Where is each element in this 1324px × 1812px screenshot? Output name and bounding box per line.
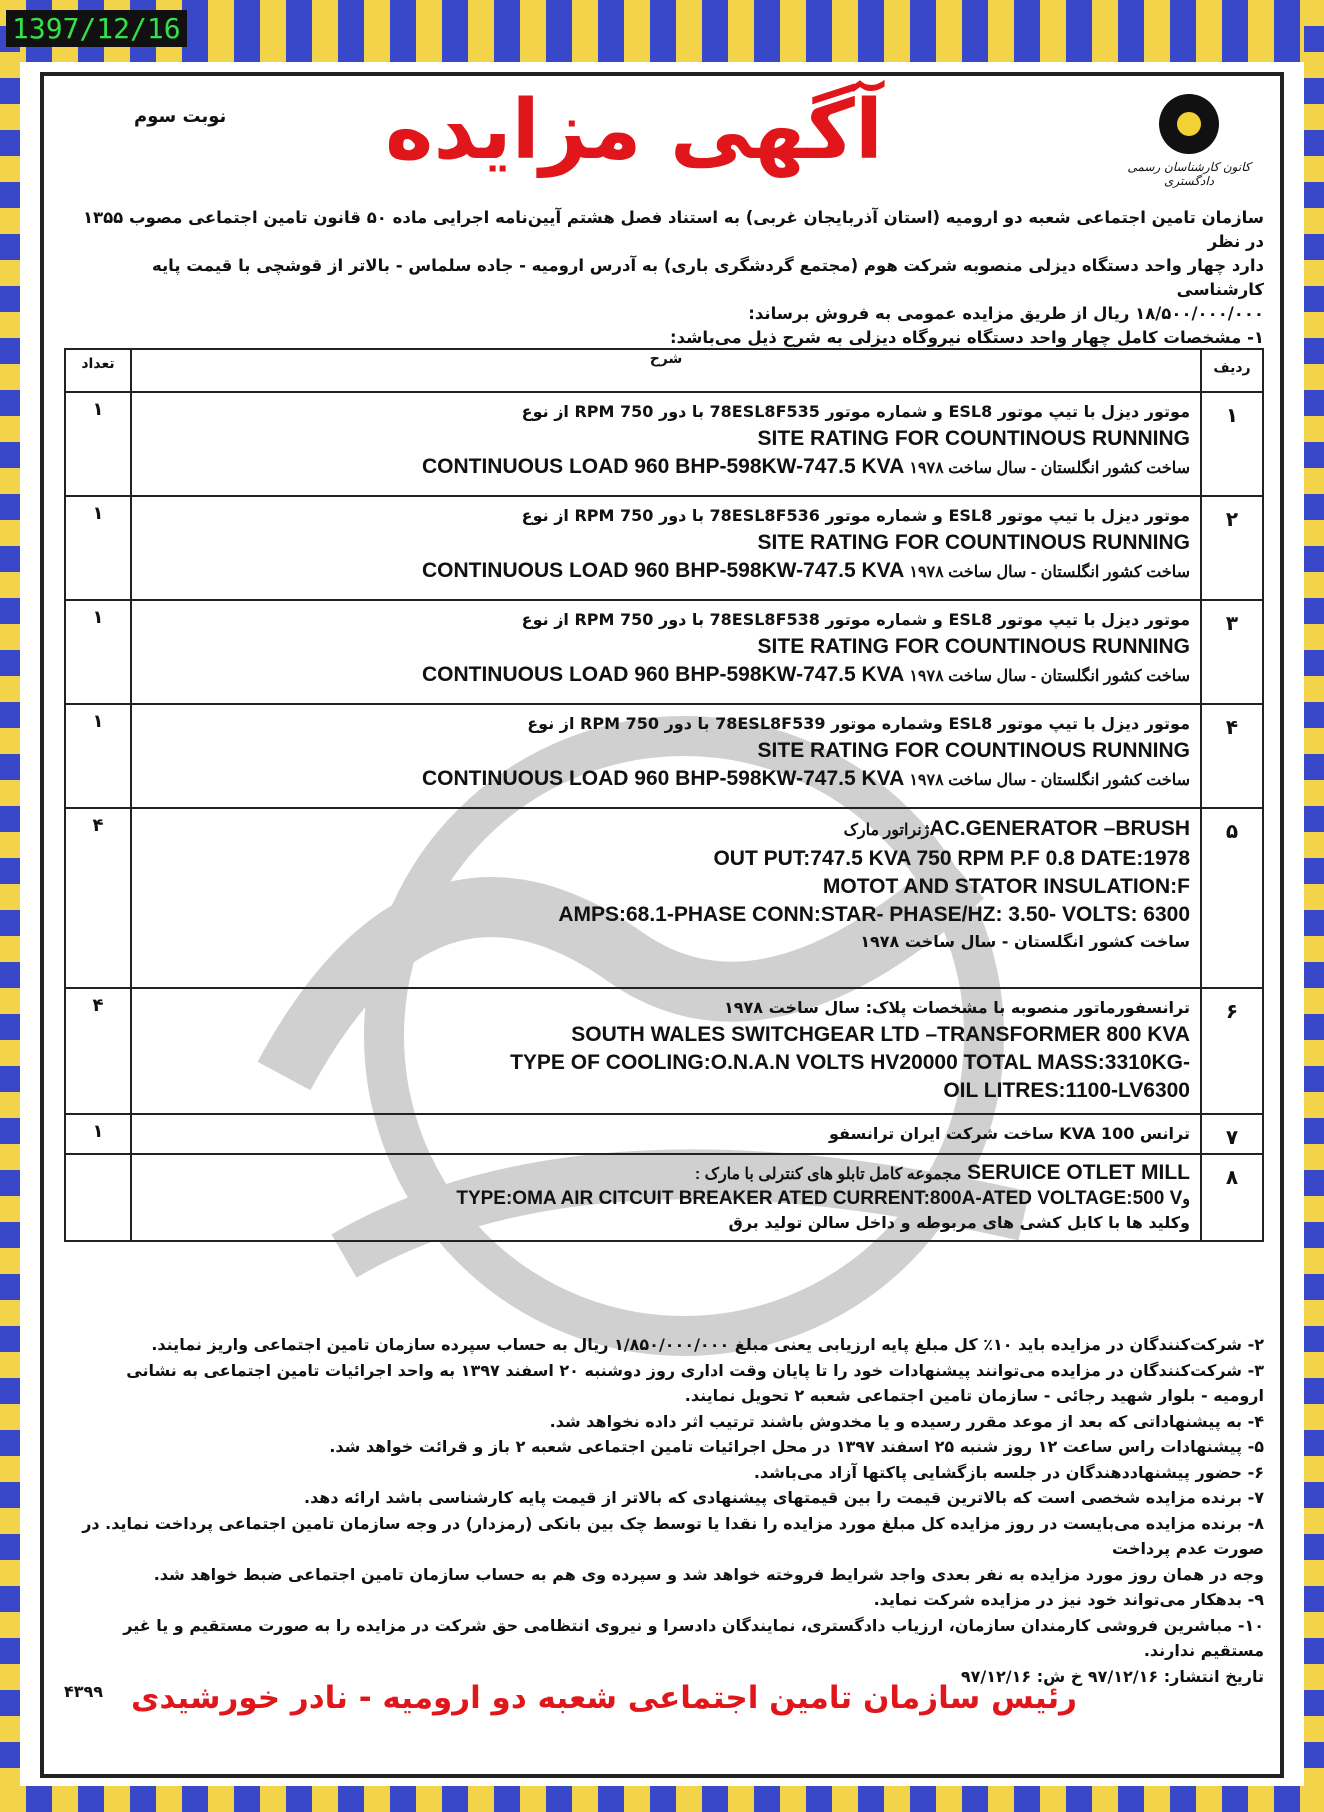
row-text-en: SITE RATING FOR COUNTINOUS RUNNING [757,531,1190,554]
table-row [65,704,1263,808]
row-text-fa-tail: وکلید ها با کابل کشی های مربوطه و داخل سالن تولید برق [728,1213,1190,1232]
row-text-en-part: SERUICE OTLET MILL [967,1161,1190,1184]
row-number: ۴ [1201,704,1263,808]
row-qty: ۴ [65,988,131,1114]
row-description [131,808,1201,988]
logo [1124,94,1254,188]
signature: رئیس سازمان تامین اجتماعی شعبه دو ارومیه - نادر خورشیدی [131,1680,1077,1716]
term-item: ۵- پیشنهادات راس ساعت ۱۲ روز شنبه ۲۵ اسفند ۱۳۹۷ در محل اجرائیات تامین اجتماعی شعبه ۲ باز و قرائت خواهد شد. [329,1437,1264,1456]
row-text-fa-tail: ساخت کشور انگلستان - سال ساخت ۱۹۷۸ [909,460,1190,477]
table-row [65,392,1263,496]
row-text-en-part: CONTINUOUS LOAD 960 BHP-598KW-747.5 KVA [421,767,904,790]
row-text-en: OIL LITRES:1100-LV6300 [943,1079,1190,1102]
row-text-en: OUT PUT:747.5 KVA 750 RPM P.F 0.8 DATE:1978 [713,847,1190,870]
row-text-en [138,557,1190,587]
row-number: ۱ [1201,392,1263,496]
row-qty: ۱ [65,600,131,704]
row-text-fa-tail: ساخت کشور انگلستان - سال ساخت ۱۹۷۸ [909,668,1190,685]
row-text-fa: موتور دیزل با تیپ موتور ESL8 وشماره موتور 78ESL8F539 با دور 750 RPM از نوع [527,714,1190,733]
decorative-border-right [1304,0,1324,1812]
row-qty: ۱ [65,1114,131,1154]
page-title: آگهی مزایده [385,83,883,178]
row-description [131,600,1201,704]
row-text-fa: ترانسفورماتور منصوبه با مشخصات پلاک: سال ساخت ۱۹۷۸ [723,998,1190,1017]
table-row [65,1114,1263,1154]
intro-line: ۱- مشخصات کامل چهار واحد دستگاه نیروگاه دیزلی به شرح ذیل می‌باشد: [670,328,1264,347]
term-item: وجه در همان روز مورد مزایده به نفر بعدی واجد شرایط فروخته خواهد شد و سپرده وی هم به حساب سازمان تامین اجتماعی ضبط خواهد شد. [153,1564,1264,1584]
row-text-en-part: TYPE:OMA AIR CITCUIT BREAKER ATED CURRENT:800A-ATED VOLTAGE:500 V [456,1188,1183,1209]
table-header-row [65,349,1263,392]
row-text-fa-tail: ساخت کشور انگلستان - سال ساخت ۱۹۷۸ [909,564,1190,581]
logo-org-name: کانون کارشناسان رسمی دادگستری [1127,160,1251,188]
term-item: ۷- برنده مزایده شخصی است که بالاترین قیمت را بین قیمتهای پیشنهادی که بالاتر از قیمت پایه کارشناسی باشد ارائه دهد. [303,1488,1264,1507]
date-stamp: 1397/12/16 [6,10,187,47]
terms-list [64,1332,1264,1689]
term-item: ۳- شرکت‌کنندگان در مزایده می‌توانند پیشنهادات خود را تا پایان وقت اداری روز دوشنبه ۲۰ اسفند ۱۳۹۷ به واحد اجرائیات تامین اجتماعی به نشانی [126,1360,1264,1380]
row-text-en: SITE RATING FOR COUNTINOUS RUNNING [757,739,1190,762]
table-row [65,496,1263,600]
decorative-border-top [0,0,1324,62]
row-number: ۵ [1201,808,1263,988]
table-row [65,600,1263,704]
term-item: ۴- به پیشنهاداتی که بعد از موعد مقرر رسیده و یا مخدوش باشند ترتیب اثر داده نخواهد شد. [549,1411,1264,1431]
intro-line: ۱۸/۵۰۰/۰۰۰/۰۰۰ ریال از طریق مزایده عمومی به فروش برساند: [748,304,1264,323]
row-text-en: TYPE OF COOLING:O.N.A.N VOLTS HV20000 TOTAL MASS:3310KG- [510,1051,1190,1074]
sun-logo-icon [1159,94,1219,154]
term-item: ارومیه - بلوار شهید رجائی - سازمان تامین اجتماعی شعبه ۲ تحویل نمایند. [684,1386,1264,1405]
row-description [131,704,1201,808]
row-qty: ۱ [65,496,131,600]
row-text-fa: ژنراتور مارک [843,822,930,839]
row-number: ۸ [1201,1154,1263,1241]
term-item: ۱۰- مباشرین فروشی کارمندان سازمان، ارزیاب دادگستری، نمایندگان دادسرا و نیروی انتظامی حق شرکت در مزایده را به صورت مستقیم و یا غیر مستقیم ندارند. [123,1615,1264,1660]
row-text-en-part: CONTINUOUS LOAD 960 BHP-598KW-747.5 KVA [421,559,904,582]
decorative-border-left [0,0,20,1812]
row-qty: ۴ [65,808,131,988]
row-text-en [138,1161,1190,1187]
auction-notice [40,72,1284,1778]
row-text-en [138,1187,1190,1212]
decorative-border-bottom [0,1786,1324,1812]
intro-paragraph [64,206,1264,350]
row-text-fa: ترانس 100 KVA ساخت شرکت ایران ترانسفو [829,1124,1190,1143]
row-text-en-part: AC.GENERATOR –BRUSH [929,817,1190,840]
row-description [131,1154,1201,1241]
table-row [65,988,1263,1114]
publication-date: تاریخ انتشار: ۹۷/۱۲/۱۶ خ ش: ۹۷/۱۲/۱۶ [960,1666,1264,1686]
row-description [131,988,1201,1114]
row-text-en [138,453,1190,483]
row-qty [65,1154,131,1241]
items-table [64,348,1264,1242]
intro-line: دارد چهار واحد دستگاه دیزلی منصوبه شرکت هوم (مجتمع گردشگری باری) به آدرس ارومیه - جاده سلماس - بالاتر از قوشچی با قیمت پایه کارشناسی [151,256,1264,299]
row-number: ۶ [1201,988,1263,1114]
row-text-en: AMPS:68.1-PHASE CONN:STAR- PHASE/HZ: 3.50- VOLTS: 6300 [558,903,1190,926]
row-number: ۷ [1201,1114,1263,1154]
row-text-fa-part: و [1182,1191,1190,1208]
term-item: ۸- برنده مزایده می‌بایست در روز مزایده کل مبلغ مورد مزایده را نقدا یا توسط چک بین بانکی (رمزدار) در وجه سازمان تامین اجتماعی پرداخت نماید. در صورت عدم پرداخت [82,1513,1264,1558]
header-row-no: ردیف [1201,349,1263,392]
term-item: ۲- شرکت‌کنندگان در مزایده باید ۱۰٪ کل مبلغ پایه ارزیابی یعنی مبلغ ۱/۸۵۰/۰۰۰/۰۰۰ ریال به حساب سپرده سازمان تامین اجتماعی واریز نمایند. [151,1335,1264,1354]
row-text-en: MOTOT AND STATOR INSULATION:F [822,875,1190,898]
table-row [65,1154,1263,1241]
row-text-fa-tail: ساخت کشور انگلستان - سال ساخت ۱۹۷۸ [909,772,1190,789]
row-text-en: SOUTH WALES SWITCHGEAR LTD –TRANSFORMER 800 KVA [571,1023,1190,1046]
row-text-fa: مجموعه کامل تابلو های کنترلی با مارک : [694,1166,962,1183]
row-text-fa: موتور دیزل با تیپ موتور ESL8 و شماره موتور 78ESL8F535 با دور 750 RPM از نوع [521,402,1190,421]
row-text-en: SITE RATING FOR COUNTINOUS RUNNING [757,427,1190,450]
header-desc: شرح [131,349,1201,392]
row-text-en-part: CONTINUOUS LOAD 960 BHP-598KW-747.5 KVA [421,455,904,478]
row-text-en [138,765,1190,795]
row-text-fa: موتور دیزل با تیپ موتور ESL8 و شماره موتور 78ESL8F538 با دور 750 RPM از نوع [521,610,1190,629]
row-text-en-part: CONTINUOUS LOAD 960 BHP-598KW-747.5 KVA [421,663,904,686]
row-text-fa-tail: ساخت کشور انگلستان - سال ساخت ۱۹۷۸ [860,932,1190,951]
row-text-en [138,661,1190,691]
row-description [131,1114,1201,1154]
intro-line: سازمان تامین اجتماعی شعبه دو ارومیه (استان آذربایجان غربی) به استناد فصل هشتم آیین‌نامه اجرایی ماده ۵۰ قانون تامین اجتماعی مصوب ۱۳۵۵ در نظر [82,208,1264,251]
row-qty: ۱ [65,392,131,496]
row-description [131,392,1201,496]
row-text-en: SITE RATING FOR COUNTINOUS RUNNING [757,635,1190,658]
notice-turn: نوبت سوم [134,106,227,127]
row-number: ۲ [1201,496,1263,600]
term-item: ۹- بدهکار می‌تواند خود نیز در مزایده شرکت نماید. [873,1590,1264,1609]
ad-number: ۴۳۹۹ [64,1682,104,1701]
row-text-fa: موتور دیزل با تیپ موتور ESL8 و شماره موتور 78ESL8F536 با دور 750 RPM از نوع [521,506,1190,525]
header-qty: تعداد [65,349,131,392]
term-item: ۶- حضور پیشنهاددهندگان در جلسه بازگشایی پاکتها آزاد می‌باشد. [753,1462,1264,1482]
row-qty: ۱ [65,704,131,808]
row-number: ۳ [1201,600,1263,704]
row-text-en [138,815,1190,845]
row-description [131,496,1201,600]
table-row [65,808,1263,988]
